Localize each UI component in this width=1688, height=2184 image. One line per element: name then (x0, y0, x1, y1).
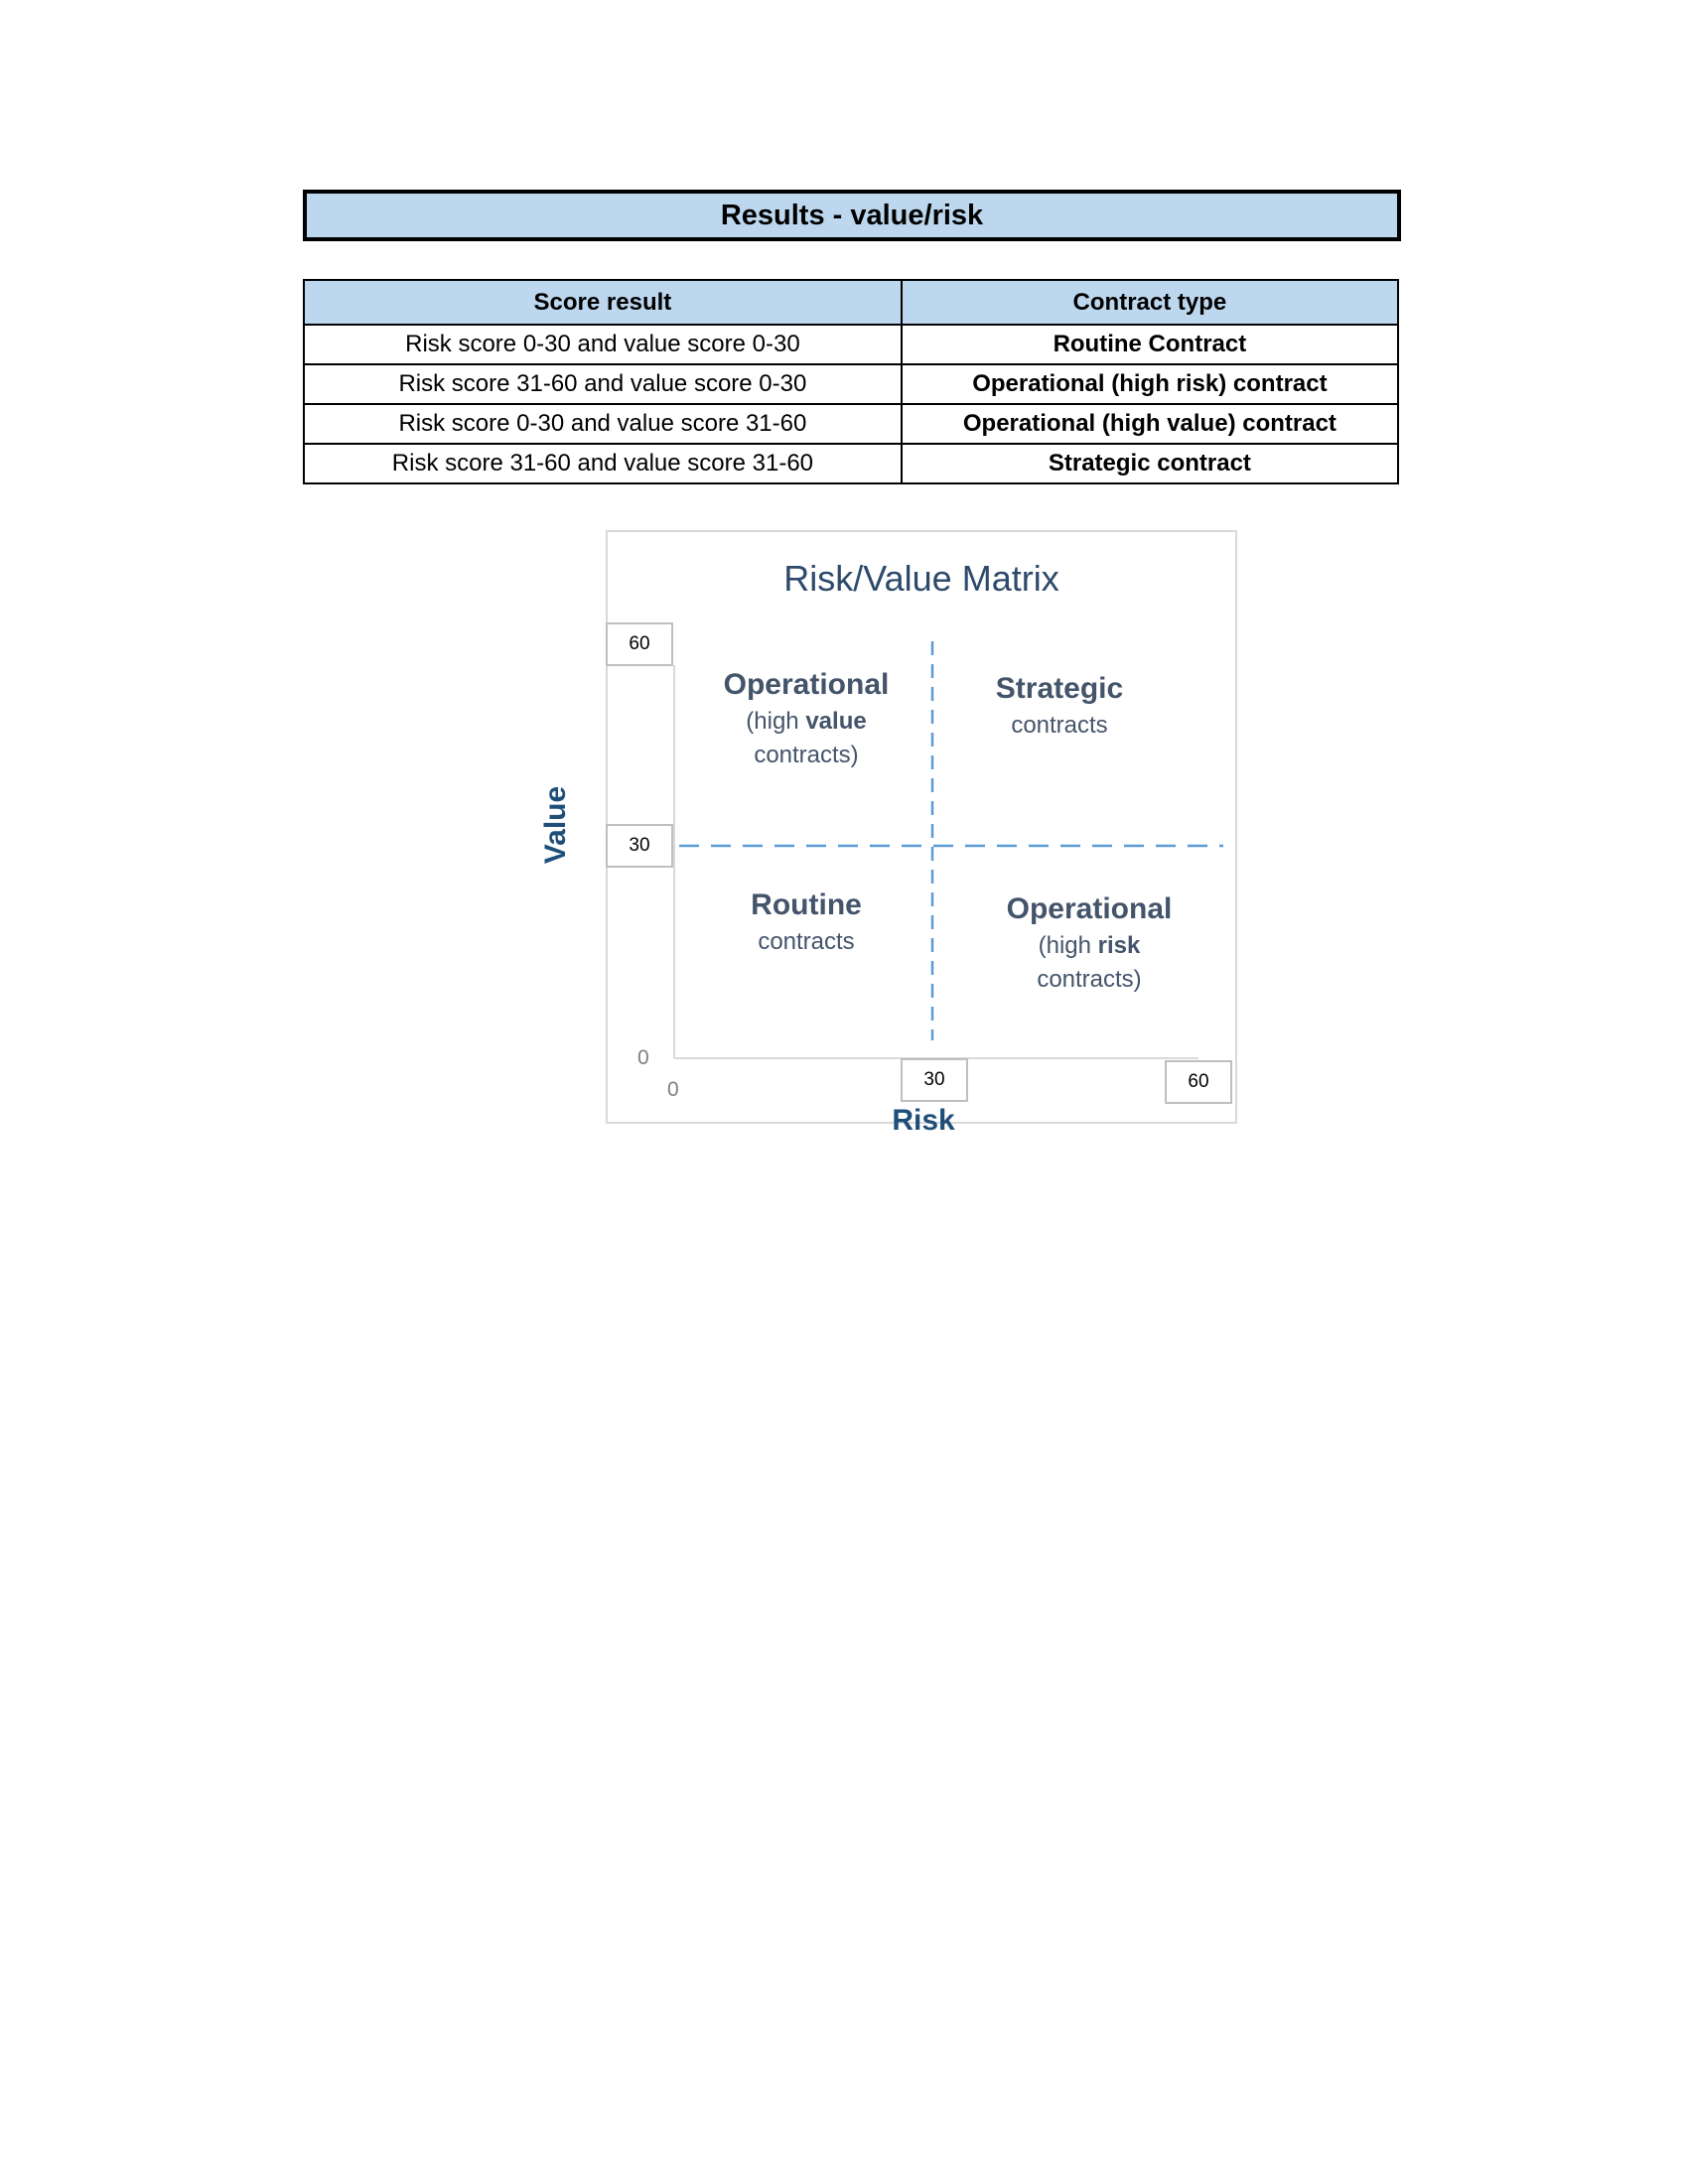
quadrant-operational-high-risk (970, 889, 1208, 997)
quadrant-operational-high-value (697, 665, 915, 772)
type-cell: Operational (high risk) contract (902, 364, 1398, 404)
quadrant-heading: Routine (751, 888, 862, 921)
matrix-title: Risk/Value Matrix (783, 558, 1059, 599)
quadrant-subtext: contracts (1011, 712, 1108, 739)
table-row (304, 364, 1398, 404)
y-axis-label: Value (539, 785, 572, 865)
x-tick-60: 60 (1165, 1060, 1232, 1104)
header-score-result: Score result (304, 280, 902, 325)
quadrant-subtext (697, 705, 915, 739)
x-tick-0: 0 (667, 1078, 679, 1101)
quadrant-heading: Operational (723, 668, 890, 701)
score-cell: Risk score 0-30 and value score 31-60 (304, 404, 902, 444)
table-header-row (304, 280, 1398, 325)
quadrant-subtext: contracts (758, 928, 855, 955)
y-tick-60: 60 (606, 622, 673, 666)
x-tick-30: 30 (901, 1058, 968, 1102)
quadrant-heading: Operational (1006, 892, 1173, 925)
quadrant-subtext (970, 929, 1208, 963)
table-row (304, 325, 1398, 364)
table-row (304, 444, 1398, 483)
quadrant-subtext-post: contracts) (1037, 966, 1142, 993)
score-cell: Risk score 31-60 and value score 0-30 (304, 364, 902, 404)
quadrant-subtext-pre: (high (1038, 932, 1098, 959)
score-cell: Risk score 0-30 and value score 0-30 (304, 325, 902, 364)
y-tick-0: 0 (637, 1046, 649, 1069)
type-cell: Routine Contract (902, 325, 1398, 364)
table-row (304, 404, 1398, 444)
score-cell: Risk score 31-60 and value score 31-60 (304, 444, 902, 483)
quadrant-heading: Strategic (995, 672, 1124, 705)
risk-value-matrix (606, 530, 1237, 1124)
type-cell: Operational (high value) contract (902, 404, 1398, 444)
y-tick-30: 30 (606, 824, 673, 868)
quadrant-subtext-post: contracts) (754, 742, 859, 768)
header-contract-type: Contract type (902, 280, 1398, 325)
type-cell: Strategic contract (902, 444, 1398, 483)
quadrant-subtext-bold: value (805, 708, 867, 735)
quadrant-strategic (955, 669, 1164, 743)
quadrant-subtext-pre: (high (746, 708, 806, 735)
quadrant-subtext-bold: risk (1097, 932, 1141, 959)
x-axis-label: Risk (892, 1104, 955, 1137)
matrix-grid (608, 532, 1235, 1122)
quadrant-routine (697, 886, 915, 959)
results-table (303, 279, 1399, 484)
results-title: Results - value/risk (303, 190, 1401, 241)
